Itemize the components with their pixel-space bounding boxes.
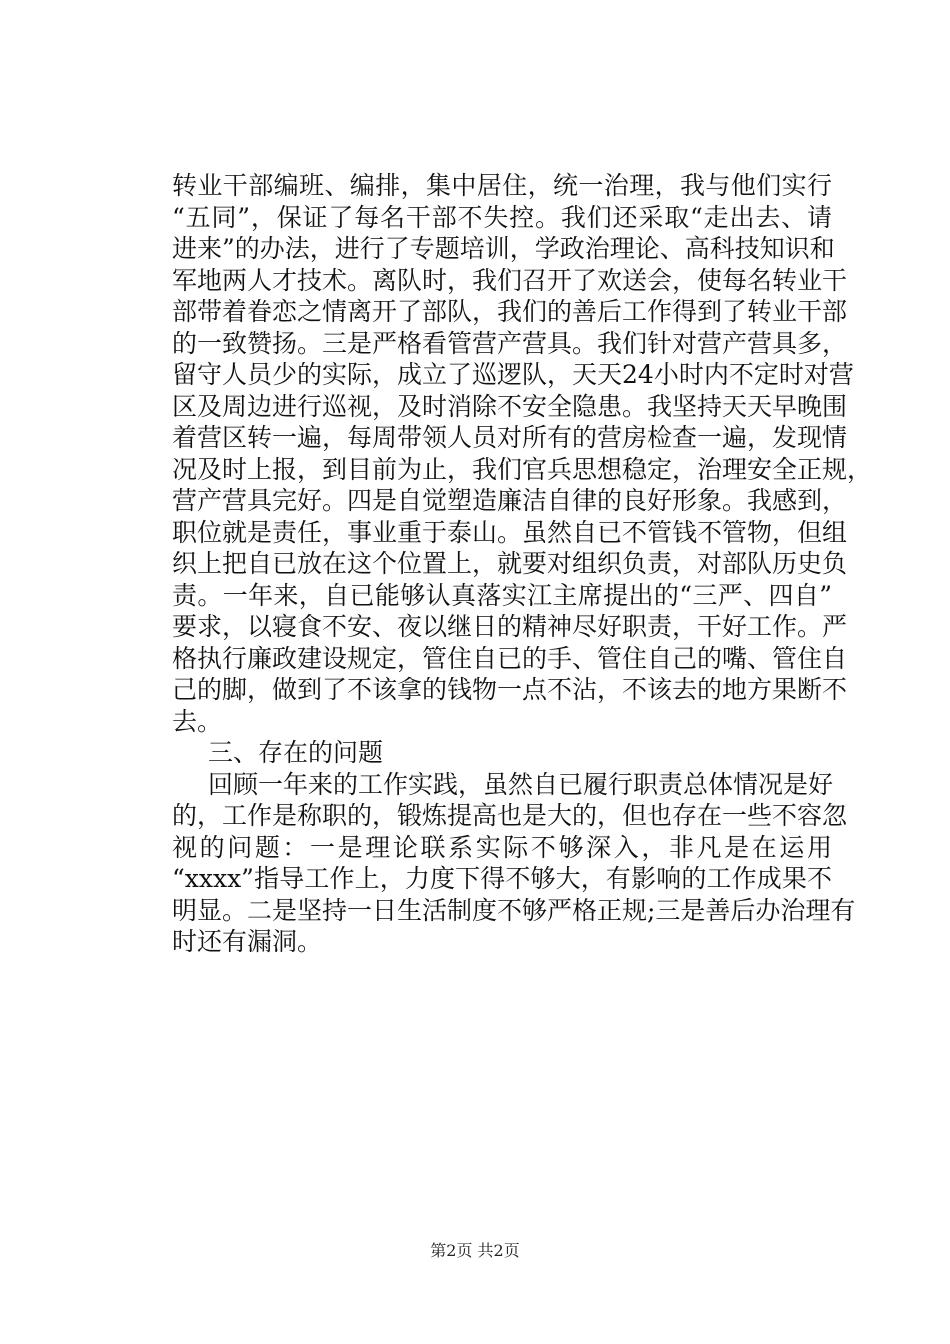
text-line: 明显。二是坚持一日生活制度不够严格正规;三是善后办治理有	[172, 895, 856, 925]
text-line: 职位就是责任，事业重于泰山。虽然自已不管钱不管物，但组	[172, 517, 848, 547]
text-line: “xxxx”指导工作上，力度下得不够大，有影响的工作成果不	[172, 864, 832, 893]
text-line: 留守人员少的实际，成立了巡逻队，天天24小时内不定时对营	[172, 360, 854, 389]
text-line: 况及时上报，到目前为止，我们官兵思想稳定，治理安全正规，	[172, 454, 873, 484]
text-line: “五同”，保证了每名干部不失控。我们还采取“走出去、请	[172, 202, 832, 232]
text-line: 着营区转一遍，每周带领人员对所有的营房检查一遍，发现情	[172, 423, 848, 452]
text-line: 转业干部编班、编排，集中居住，统一治理，我与他们实行	[172, 171, 832, 200]
text-line: 营产营具完好。四是自觉塑造廉洁自律的良好形象。我感到，	[172, 486, 848, 515]
text-line: 军地两人才技术。离队时，我们召开了欢送会，使每名转业干	[172, 265, 848, 295]
page-number-footer: 第2页 共2页	[430, 1241, 520, 1260]
text-line: 进来”的办法，进行了专题培训，学政治理论、高科技知识和	[172, 234, 835, 263]
text-line: 己的脚，做到了不该拿的钱物一点不沾，不该去的地方果断不	[172, 675, 848, 704]
text-line: 要求，以寝食不安、夜以继日的精神尽好职责，干好工作。严	[172, 612, 848, 641]
section-heading: 三、存在的问题	[208, 738, 384, 767]
text-line: 的一致赞扬。三是严格看管营产营具。我们针对营产营具多，	[172, 328, 848, 358]
text-line: 部带着眷恋之情离开了部队，我们的善后工作得到了转业干部	[172, 297, 848, 326]
text-line: 责。一年来，自已能够认真落实江主席提出的“三严、四自”	[172, 580, 832, 610]
text-line: 视的问题：一是理论联系实际不够深入，非凡是在运用	[172, 832, 832, 862]
document-body	[172, 170, 873, 958]
text-line: 区及周边进行巡视，及时消除不安全隐患。我坚持天天早晚围	[172, 391, 848, 421]
text-line: 回顾一年来的工作实践，虽然自已履行职责总体情况是好	[208, 769, 834, 799]
text-line: 格执行廉政建设规定，管住自已的手、管住自己的嘴、管住自	[172, 643, 848, 673]
text-line: 时还有漏洞。	[172, 927, 323, 956]
text-line: 织上把自已放在这个位置上，就要对组织负责，对部队历史负	[172, 549, 848, 578]
text-line: 的，工作是称职的，锻炼提高也是大的，但也存在一些不容忽	[172, 801, 848, 830]
text-line: 去。	[172, 706, 223, 736]
